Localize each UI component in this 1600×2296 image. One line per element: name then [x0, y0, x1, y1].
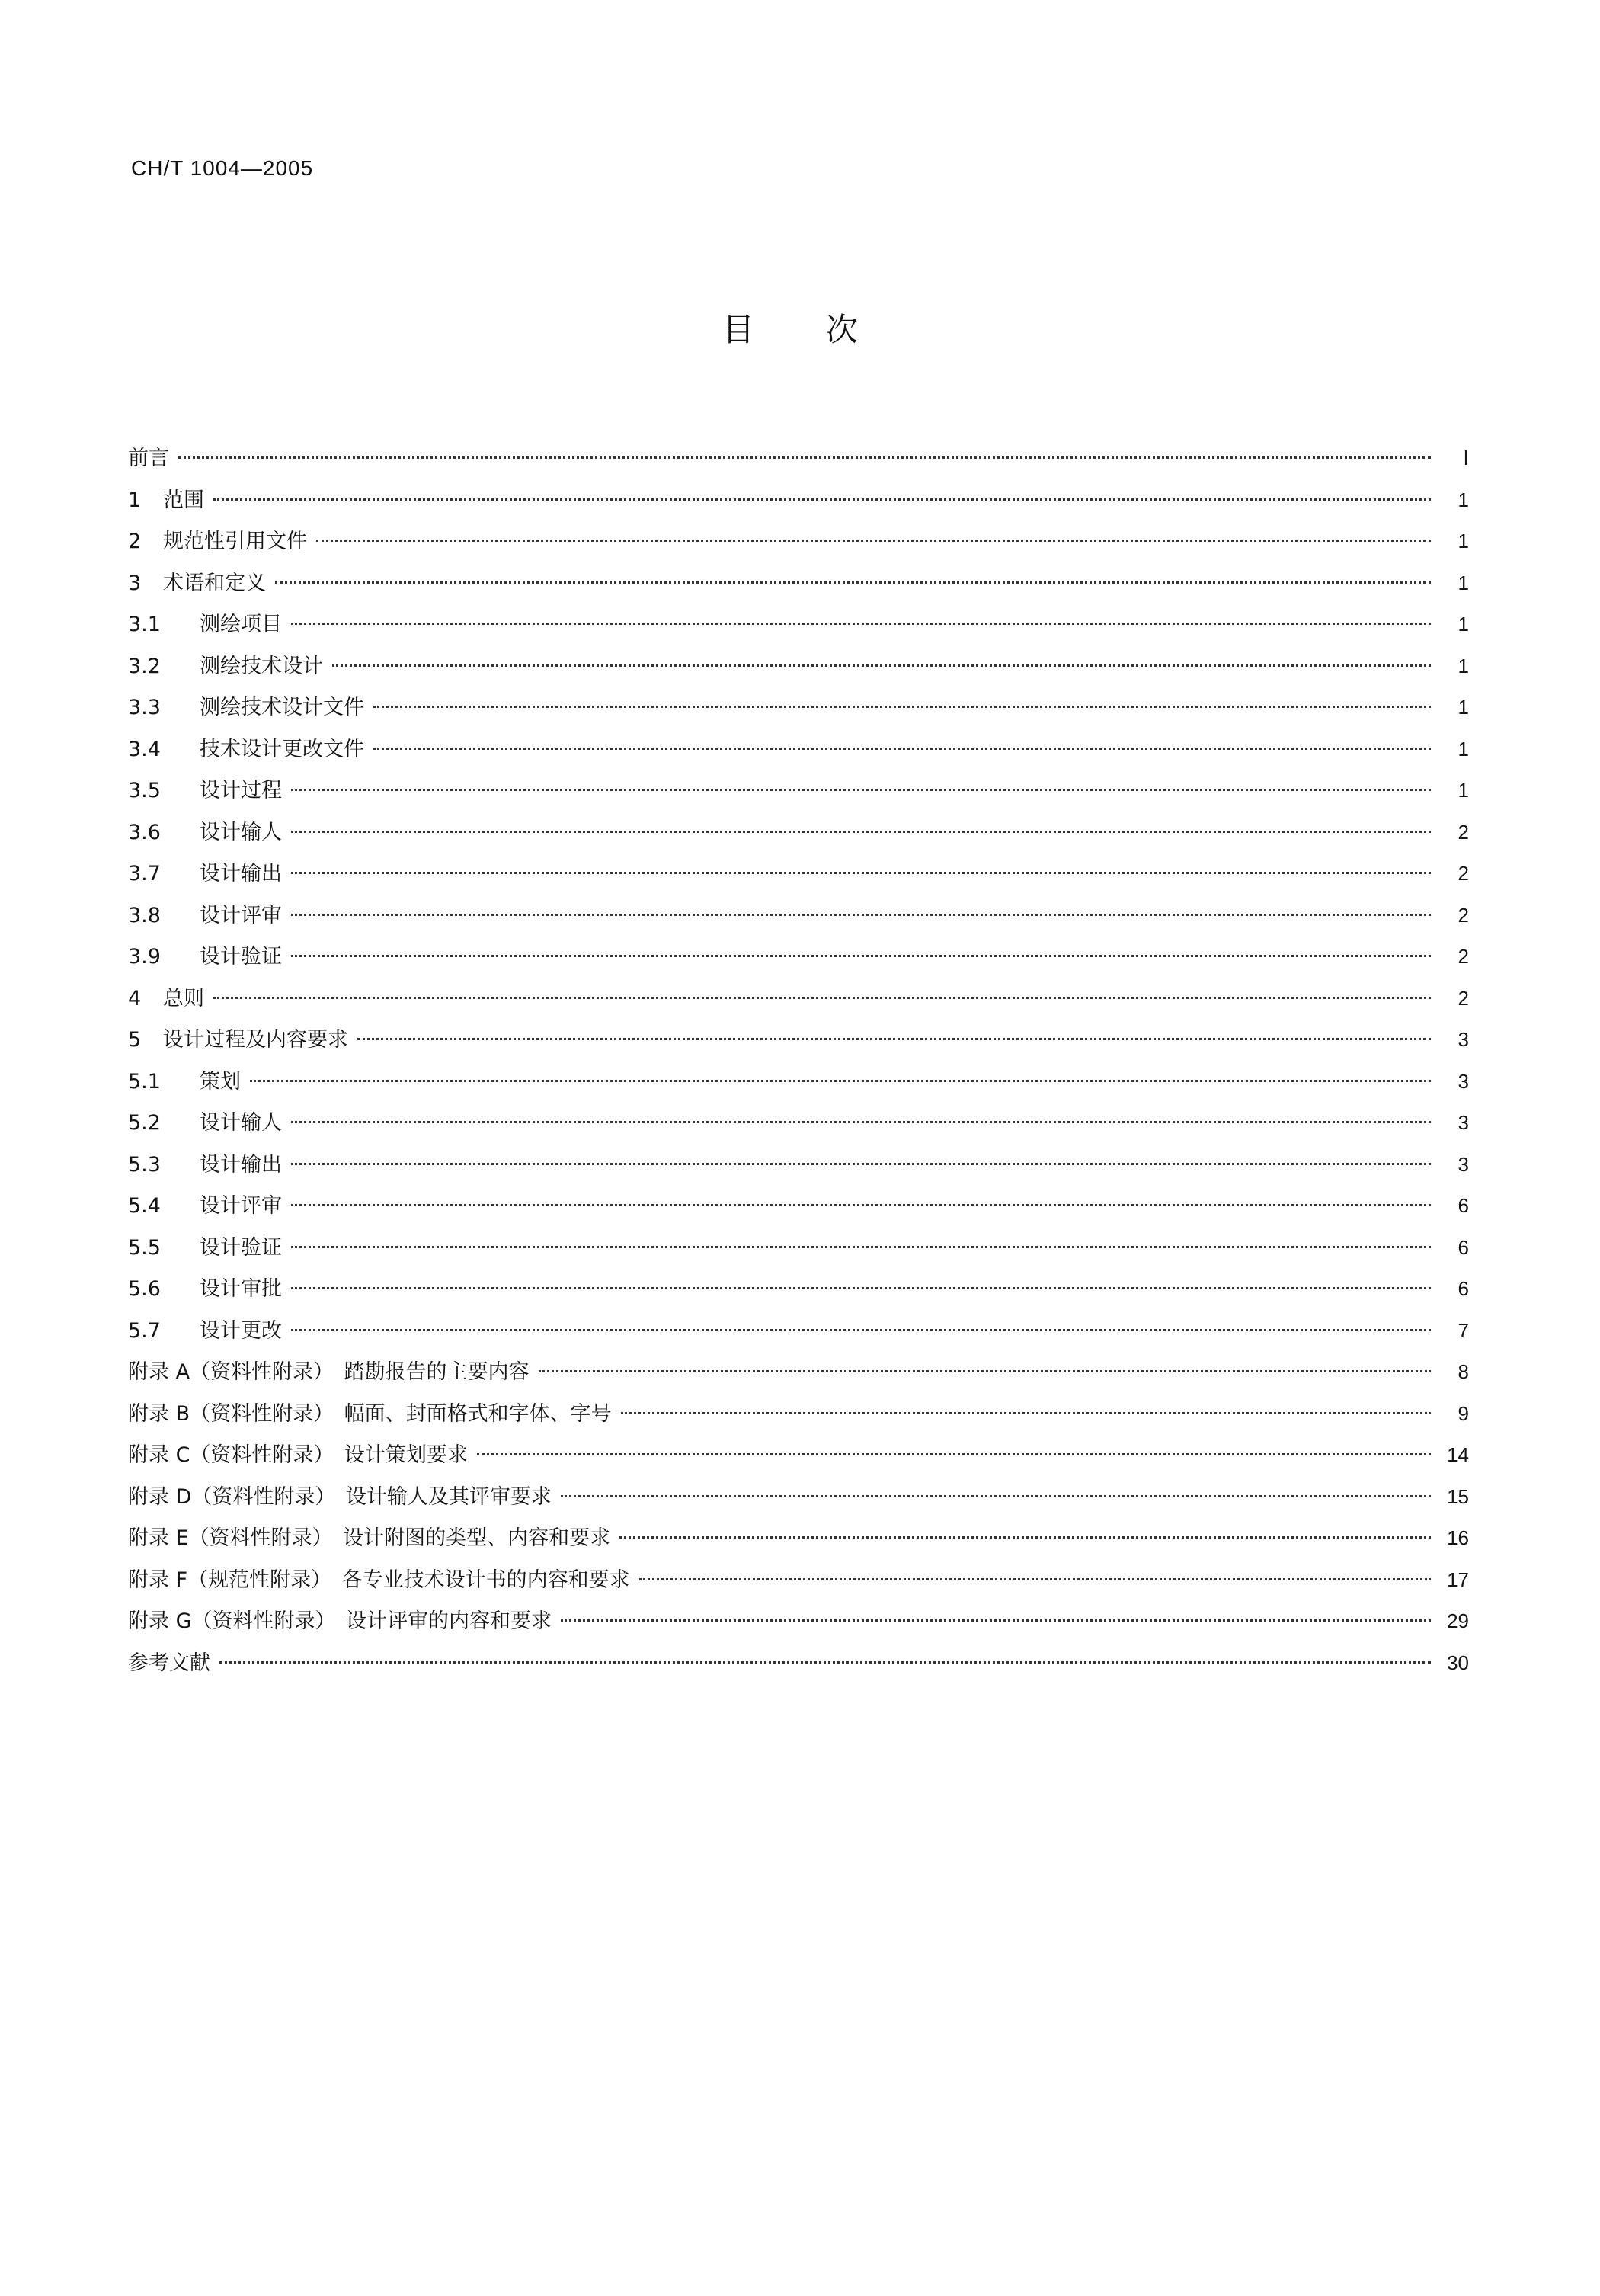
toc-entry-page-number: 1: [1458, 654, 1469, 677]
toc-leader-dots: [275, 581, 1431, 584]
toc-entry[interactable]: [128, 448, 1469, 469]
toc-leader-dots: [373, 748, 1431, 750]
toc-entry-number: 3.1: [128, 613, 161, 636]
toc-entry-label: 设计评审: [200, 1194, 282, 1218]
toc-leader-dots: [291, 1163, 1431, 1165]
toc-entry-number: 5.1: [128, 1069, 161, 1094]
toc-leader-dots: [291, 1204, 1431, 1206]
toc-entry-number: 5.6: [128, 1277, 161, 1301]
toc-entry-label: 设计过程及内容要求: [163, 1028, 348, 1052]
toc-entry-page-number: 2: [1458, 986, 1469, 1010]
toc-entry-page-number: 3: [1458, 1152, 1469, 1176]
toc-entry-label: 附录 E（资料性附录） 设计附图的类型、内容和要求: [128, 1526, 611, 1550]
toc-entry-number: 5.2: [128, 1111, 161, 1135]
toc-entry[interactable]: [128, 988, 1469, 1009]
toc-entry[interactable]: [128, 739, 1469, 760]
toc-leader-dots: [178, 456, 1431, 459]
toc-leader-dots: [477, 1453, 1431, 1455]
toc-entry-label: 设计输出: [200, 862, 282, 885]
toc-entry-label: 附录 D（资料性附录） 设计输人及其评审要求: [128, 1484, 552, 1509]
toc-leader-dots: [373, 706, 1431, 708]
toc-leader-dots: [213, 498, 1431, 501]
toc-entry-label: 策划: [200, 1069, 241, 1094]
toc-entry-label: 设计输人: [200, 1111, 282, 1135]
toc-leader-dots: [291, 955, 1431, 957]
toc-entry-label: 范围: [163, 488, 204, 512]
toc-entry-page-number: 15: [1447, 1484, 1469, 1508]
toc-entry[interactable]: [128, 490, 1469, 511]
toc-leader-dots: [291, 1287, 1431, 1289]
toc-entry[interactable]: [128, 1030, 1469, 1050]
toc-entry-number: 3.9: [128, 945, 161, 969]
toc-entry[interactable]: [128, 822, 1469, 843]
toc-leader-dots: [539, 1370, 1431, 1372]
toc-entry[interactable]: [128, 531, 1469, 552]
toc-entry-page-number: 2: [1458, 820, 1469, 844]
toc-entry-page-number: 29: [1447, 1609, 1469, 1632]
toc-leader-dots: [561, 1619, 1431, 1622]
toc-entry-page-number: 17: [1447, 1567, 1469, 1591]
toc-entry-label: 技术设计更改文件: [200, 737, 364, 761]
toc-entry[interactable]: [128, 1567, 1469, 1592]
toc-entry[interactable]: [128, 1611, 1469, 1632]
toc-entry-label: 术语和定义: [163, 571, 266, 595]
toc-entry-page-number: 3: [1458, 1028, 1469, 1051]
toc-entry[interactable]: [128, 656, 1469, 677]
toc-entry-page-number: 1: [1458, 530, 1469, 552]
toc-entry-label: 附录 C（资料性附录） 设计策划要求: [128, 1443, 468, 1467]
toc-entry-number: 5: [128, 1028, 142, 1052]
toc-entry[interactable]: [128, 946, 1469, 967]
toc-leader-dots: [291, 1329, 1431, 1331]
toc-entry-number: 3.4: [128, 737, 161, 761]
toc-entry-number: 3.5: [128, 779, 161, 802]
toc-entry[interactable]: [128, 1362, 1469, 1382]
toc-entry-page-number: 2: [1458, 903, 1469, 927]
toc-entry[interactable]: [128, 1196, 1469, 1216]
toc-entry[interactable]: [128, 1445, 1469, 1465]
toc-entry[interactable]: [128, 1528, 1469, 1548]
toc-entry-number: 3.6: [128, 820, 161, 844]
toc-leader-dots: [621, 1412, 1431, 1414]
toc-entry-page-number: 1: [1458, 737, 1469, 761]
toc-leader-dots: [291, 831, 1431, 833]
toc-entry-number: 3: [128, 571, 142, 595]
toc-entry-number: 3.3: [128, 696, 161, 719]
toc-entry-label: 设计验证: [200, 1235, 282, 1260]
toc-entry-page-number: 6: [1458, 1235, 1469, 1259]
toc-entry-page-number: 1: [1458, 696, 1469, 719]
toc-entry[interactable]: [128, 1071, 1469, 1092]
toc-entry-page-number: 1: [1458, 488, 1469, 511]
toc-entry-page-number: 1: [1458, 613, 1469, 636]
toc-entry-label: 设计输出: [200, 1152, 282, 1177]
toc-entry-label: 测绘项目: [200, 613, 282, 636]
toc-entry[interactable]: [128, 1653, 1469, 1673]
toc-entry-page-number: 9: [1458, 1401, 1469, 1425]
table-of-contents: [128, 448, 1469, 1694]
toc-entry-number: 3.7: [128, 862, 161, 885]
toc-entry[interactable]: [128, 1401, 1469, 1426]
toc-leader-dots: [291, 789, 1431, 791]
toc-entry-label: 设计审批: [200, 1277, 282, 1301]
toc-leader-dots: [291, 623, 1431, 625]
toc-entry-number: 4: [128, 986, 142, 1010]
standard-code: CH/T 1004—2005: [131, 156, 314, 180]
toc-leader-dots: [291, 1246, 1431, 1248]
toc-entry-label: 附录 G（资料性附录） 设计评审的内容和要求: [128, 1609, 552, 1633]
toc-entry[interactable]: [128, 1318, 1469, 1343]
toc-entry[interactable]: [128, 614, 1469, 635]
toc-entry[interactable]: [128, 697, 1469, 718]
toc-leader-dots: [332, 664, 1431, 667]
toc-entry-page-number: Ⅰ: [1463, 447, 1469, 469]
toc-entry[interactable]: [128, 780, 1469, 801]
toc-entry-number: 3.8: [128, 903, 161, 927]
toc-entry-label: 设计输人: [200, 820, 282, 844]
toc-entry-label: 前言: [128, 447, 169, 470]
toc-entry-label: 测绘技术设计文件: [200, 696, 364, 719]
toc-entry-page-number: 6: [1458, 1277, 1469, 1300]
toc-leader-dots: [619, 1536, 1431, 1539]
toc-entry-page-number: 2: [1458, 862, 1469, 885]
toc-entry-label: 规范性引用文件: [163, 530, 307, 553]
toc-entry-label: 附录 A（资料性附录） 踏勘报告的主要内容: [128, 1360, 530, 1384]
toc-leader-dots: [561, 1495, 1431, 1497]
toc-entry[interactable]: [128, 1113, 1469, 1133]
toc-leader-dots: [219, 1661, 1431, 1664]
toc-leader-dots: [213, 997, 1431, 999]
toc-entry[interactable]: [128, 573, 1469, 594]
toc-entry-page-number: 8: [1458, 1360, 1469, 1383]
toc-entry-label: 总则: [163, 986, 204, 1010]
toc-entry-number: 1: [128, 488, 142, 512]
toc-entry-page-number: 30: [1447, 1651, 1469, 1674]
toc-leader-dots: [639, 1578, 1431, 1580]
toc-entry-label: 测绘技术设计: [200, 654, 323, 678]
toc-entry[interactable]: [128, 1484, 1469, 1509]
toc-entry-label: 设计更改: [200, 1318, 282, 1343]
toc-entry-label: 参考文献: [128, 1651, 210, 1675]
toc-leader-dots: [316, 540, 1431, 542]
toc-entry-page-number: 1: [1458, 571, 1469, 594]
toc-entry-page-number: 2: [1458, 945, 1469, 968]
toc-entry-number: 5.5: [128, 1235, 161, 1260]
toc-entry[interactable]: [128, 1154, 1469, 1175]
toc-entry-label: 设计验证: [200, 945, 282, 969]
toc-entry-label: 附录 F（规范性附录） 各专业技术设计书的内容和要求: [128, 1567, 630, 1592]
toc-entry-label: 设计过程: [200, 779, 282, 802]
toc-entry-page-number: 1: [1458, 779, 1469, 802]
toc-leader-dots: [291, 872, 1431, 874]
toc-leader-dots: [250, 1080, 1431, 1082]
toc-entry[interactable]: [128, 863, 1469, 884]
toc-leader-dots: [291, 1121, 1431, 1123]
toc-leader-dots: [291, 914, 1431, 916]
toc-entry-page-number: 6: [1458, 1194, 1469, 1217]
toc-entry[interactable]: [128, 1235, 1469, 1260]
toc-entry-page-number: 7: [1458, 1318, 1469, 1342]
toc-entry-number: 2: [128, 530, 142, 553]
toc-entry-page-number: 16: [1447, 1526, 1469, 1549]
toc-entry[interactable]: [128, 905, 1469, 926]
toc-entry-page-number: 3: [1458, 1111, 1469, 1134]
toc-entry-label: 设计评审: [200, 903, 282, 927]
toc-leader-dots: [357, 1038, 1431, 1040]
toc-entry[interactable]: [128, 1279, 1469, 1299]
toc-entry-page-number: 3: [1458, 1069, 1469, 1093]
page-title: 目 次: [722, 311, 878, 348]
toc-entry-label: 附录 B（资料性附录） 幅面、封面格式和字体、字号: [128, 1401, 612, 1426]
toc-entry-page-number: 14: [1447, 1443, 1469, 1466]
toc-entry-number: 5.7: [128, 1318, 161, 1343]
toc-entry-number: 5.3: [128, 1152, 161, 1177]
toc-entry-number: 5.4: [128, 1194, 161, 1218]
toc-entry-number: 3.2: [128, 654, 161, 678]
